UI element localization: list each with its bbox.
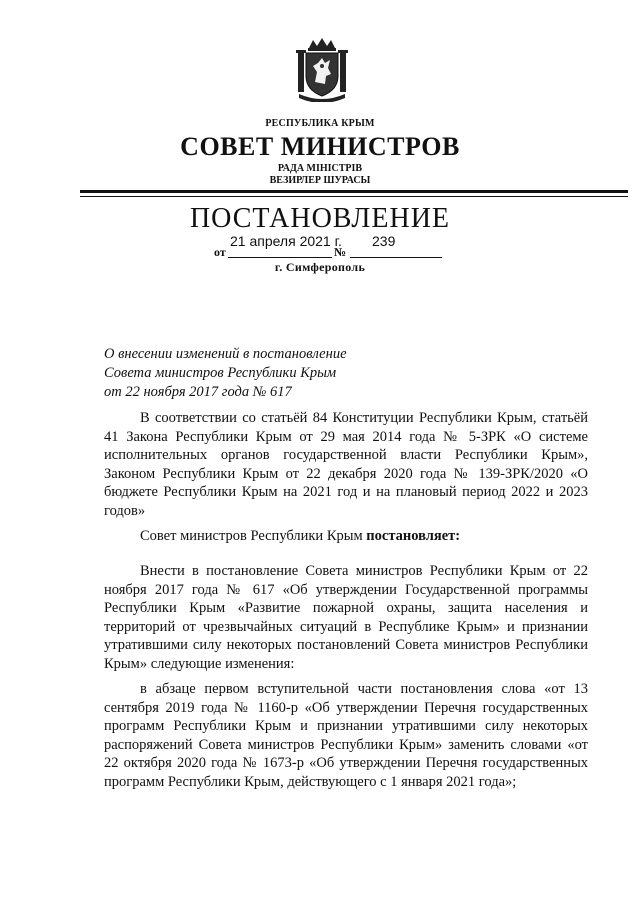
- council-title-crimean-tatar: ВЕЗИРЛЕР ШУРАСЫ: [269, 175, 371, 186]
- document-number: 239: [372, 233, 396, 249]
- paragraph-resolves: [104, 527, 588, 546]
- date-label: от: [214, 245, 226, 259]
- council-title-ukrainian: РАДА МІНІСТРІВ: [277, 163, 363, 174]
- republic-name: РЕСПУБЛИКА КРЫМ: [265, 118, 375, 129]
- crimea-coat-of-arms-icon: [295, 38, 349, 102]
- subject-line: Совета министров Республики Крым: [104, 365, 337, 381]
- paragraph-amendment-intro: Внести в постановление Совета министров Республики Крым от 22 ноября 2017 года № 617 «Об утверждении Государственной программы Республики Крым «Развитие пожарной охраны, защита населения и территорий от чрезвычайных ситуаций в Республике Крым» и признании утратившими силу некоторых постановлений Совета министров Республики Крым» следующие изменения:: [104, 563, 588, 672]
- subject-line: О внесении изменений в постановление: [104, 346, 347, 362]
- date-number-line: [210, 231, 450, 261]
- document-subject: [104, 345, 374, 402]
- resolves-verb: постановляет:: [366, 528, 461, 544]
- document-type: ПОСТАНОВЛЕНИЕ: [189, 203, 451, 234]
- date-underline: [228, 257, 332, 258]
- document-date: 21 апреля 2021 г.: [230, 233, 342, 249]
- council-title: СОВЕТ МИНИСТРОВ: [180, 132, 460, 161]
- resolves-subject: Совет министров Республики Крым: [140, 528, 363, 544]
- paragraph-preamble: В соответствии со статьёй 84 Конституции Республики Крым, статьёй 41 Закона Республики Крым от 29 мая 2014 года № 5-ЗРК «О системе исполнительных органов государственной власти Республики Крым», Законом Республики Крым от 22 декабря 2020 года № 139-ЗРК/2020 «О бюджете Республики Крым на 2021 год и на плановый период 2022 и 2023 годов»: [104, 410, 588, 519]
- subject-line: от 22 ноября 2017 года № 617: [104, 384, 292, 400]
- number-label: №: [334, 245, 347, 259]
- number-underline: [350, 257, 442, 258]
- paragraph-amendment-item: в абзаце первом вступительной части постановления слова «от 13 сентября 2019 года № 1160-р «Об утверждении Перечня государственных программ Республики Крым и признании утратившими силу некоторых распоряжений Совета министров Республики Крым» заменить словами «от 22 октября 2020 года № 1673-р «Об утверждении Перечня государственных программ Республики Крым, действующего с 1 января 2021 года»;: [104, 681, 588, 790]
- header-divider-thick: [80, 190, 628, 193]
- header-divider-thin: [80, 196, 628, 197]
- document-city: г. Симферополь: [274, 260, 366, 274]
